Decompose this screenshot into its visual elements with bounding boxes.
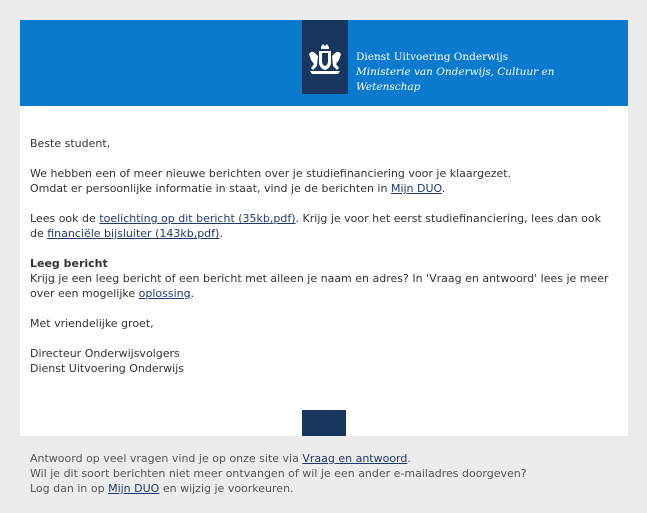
toelichting-link[interactable]: toelichting op dit bericht (35kb,pdf) [99, 212, 296, 225]
footer-line3: Log dan in op [30, 482, 109, 495]
ministry-name: Ministerie van Onderwijs, Cultuur en [356, 66, 555, 78]
para2-mid: . Krijg je voor het eerst studiefinanciering, lees dan ook de [30, 212, 601, 240]
email-footer [30, 451, 620, 496]
footer-line3-post: en wijzig je voorkeuren. [159, 482, 294, 495]
signature-line1: Directeur Onderwijsvolgers [30, 347, 180, 360]
footer-line1: Antwoord op veel vragen vind je op onze site via [30, 452, 303, 465]
paragraph-berichten [30, 166, 610, 196]
footer-line1-post: . [407, 452, 411, 465]
greeting: Beste student, [30, 137, 111, 150]
para1-line2: Omdat er persoonlijke informatie in staat, vind je de berichten in [30, 182, 391, 195]
oplossing-link[interactable]: oplossing [138, 287, 191, 300]
vraag-en-antwoord-link[interactable]: Vraag en antwoord [302, 452, 408, 465]
paragraph-leeg-bericht [30, 256, 610, 301]
ministry-name-line2: Wetenschap [356, 81, 421, 93]
empty-post: . [190, 287, 195, 300]
signature [30, 346, 610, 376]
email-body [30, 136, 610, 391]
footer-line2: Wil je dit soort berichten niet meer ontvangen of wil je een ander e-mailadres doorgeven? [30, 467, 527, 480]
email-card [20, 20, 628, 436]
footer-logo-block [302, 410, 346, 436]
para1-line1: We hebben een of meer nieuwe berichten over je studiefinanciering voor je klaargezet. [30, 167, 512, 180]
para2-pre: Lees ook de [30, 212, 100, 225]
mijn-duo-link[interactable]: Mijn DUO [390, 182, 442, 195]
para2-post: . [219, 227, 223, 240]
bijsluiter-link[interactable]: financiële bijsluiter (143kb,pdf) [47, 227, 220, 240]
leeg-bericht-heading: Leeg bericht [30, 257, 108, 270]
para1-post: . [441, 182, 446, 195]
org-name: Dienst Uitvoering Onderwijs [356, 51, 509, 63]
paragraph-toelichting [30, 211, 610, 241]
coat-of-arms-icon [305, 44, 345, 76]
closing: Met vriendelijke groet, [30, 317, 154, 330]
empty-pre: Krijg je een leeg bericht of een bericht met alleen je naam en adres? In 'Vraag en antwoord' lees je meer over een mogelijke [30, 272, 609, 300]
signature-line2: Dienst Uitvoering Onderwijs [30, 362, 185, 375]
brand-text [356, 50, 555, 95]
header-banner [20, 20, 628, 106]
logo-box [302, 20, 348, 94]
footer-mijn-duo-link[interactable]: Mijn DUO [108, 482, 160, 495]
